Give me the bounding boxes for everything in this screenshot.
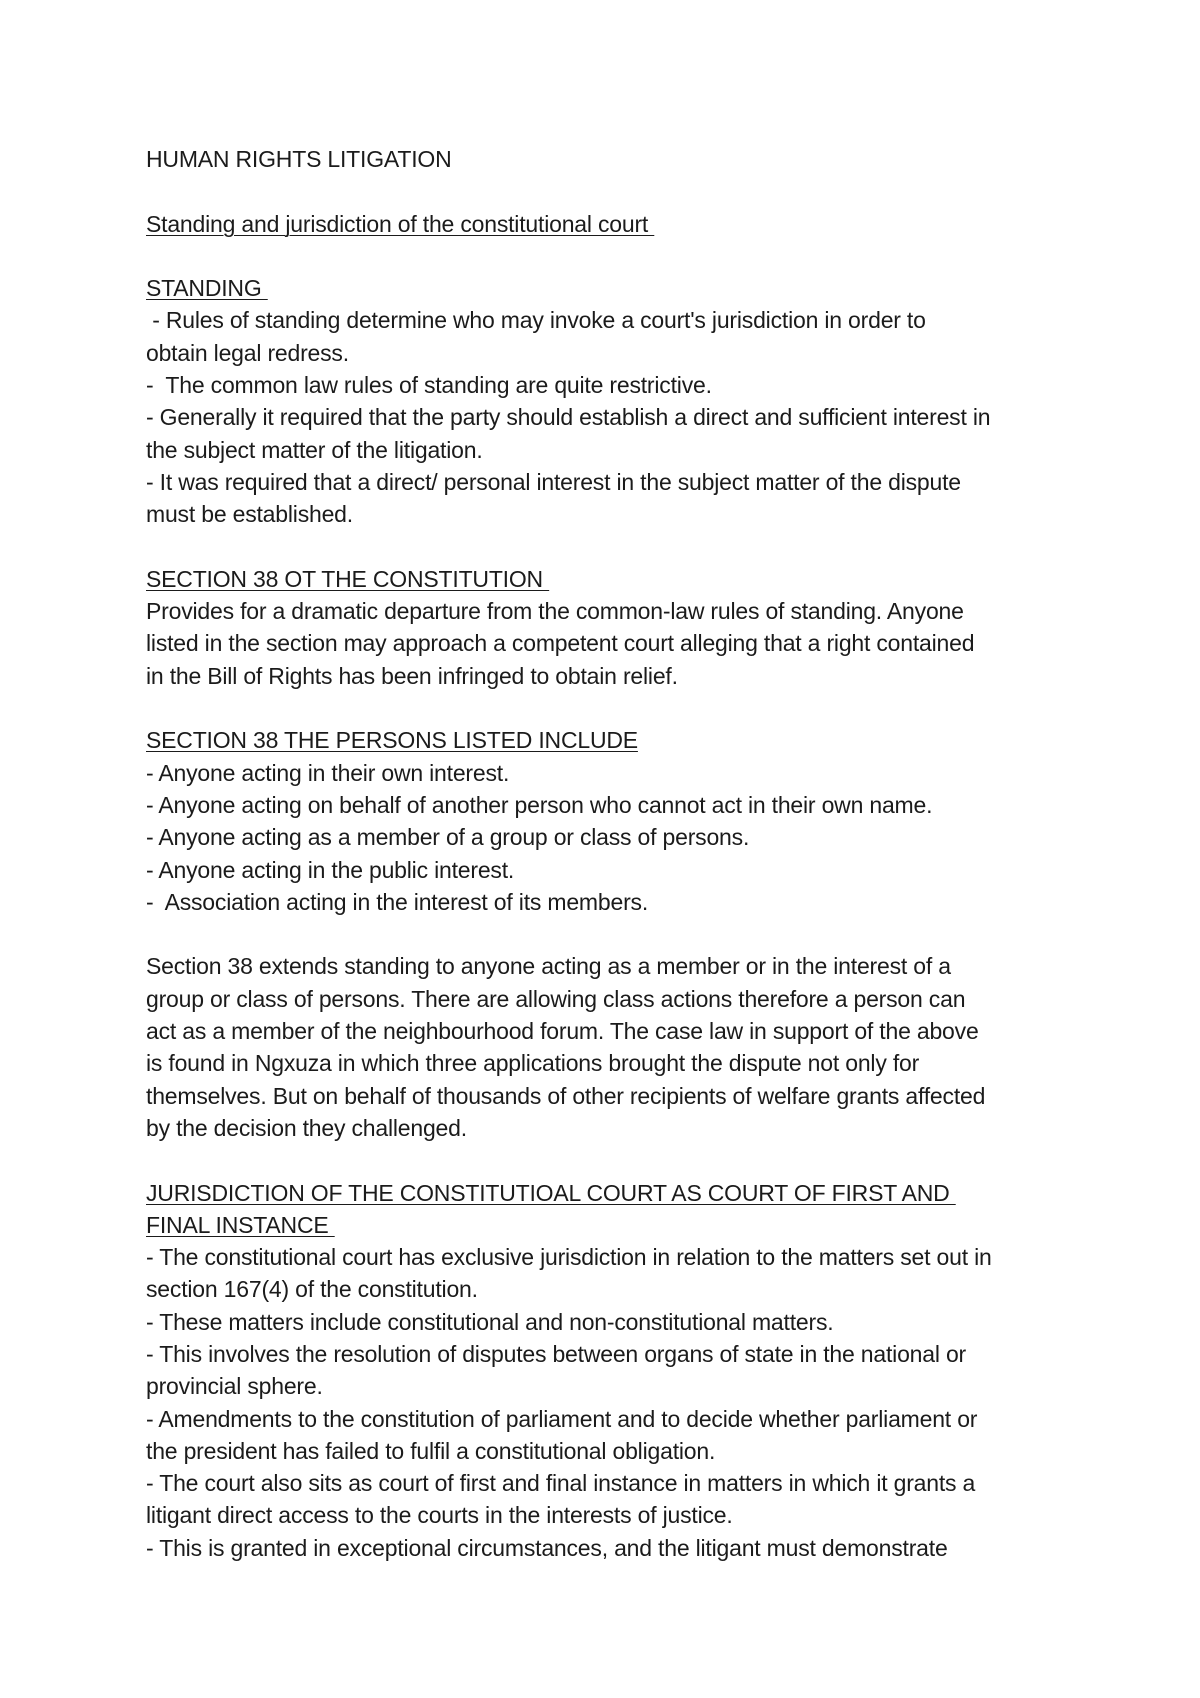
heading-jurisdiction-cont: FINAL INSTANCE [146,1211,335,1238]
heading-jurisdiction: JURISDICTION OF THE CONSTITUTIOAL COURT AS COURT OF FIRST AND [146,1179,956,1206]
list-item: - Anyone acting in the public interest. [146,856,515,883]
paragraph-line: - Generally it required that the party should establish a direct and sufficient interest in [146,404,991,431]
spacer [146,918,1076,950]
list-item: - This is granted in exceptional circumstances, and the litigant must demonstrate [146,1534,948,1561]
paragraph-line: - Rules of standing determine who may invoke a court's jurisdiction in order to [146,307,926,334]
paragraph-line: - The common law rules of standing are quite restrictive. [146,372,712,399]
list-item: section 167(4) of the constitution. [146,1276,478,1303]
paragraph-line: group or class of persons. There are allowing class actions therefore a person can [146,985,966,1012]
heading-section-38: SECTION 38 OT THE CONSTITUTION [146,565,550,592]
list-item: provincial sphere. [146,1373,323,1400]
document-title: HUMAN RIGHTS LITIGATION [146,146,452,172]
document-subtitle: Standing and jurisdiction of the constitutional court [146,210,655,237]
list-item: - Anyone acting as a member of a group or class of persons. [146,824,750,851]
spacer [146,240,1076,272]
list-item: - These matters include constitutional and non-constitutional matters. [146,1308,834,1335]
list-item: the president has failed to fulfil a constitutional obligation. [146,1437,716,1464]
list-item: - The court also sits as court of first and final instance in matters in which it grants a [146,1470,976,1497]
list-item: - Association acting in the interest of its members. [146,888,649,915]
list-item: - This involves the resolution of disputes between organs of state in the national or [146,1340,967,1367]
spacer [146,692,1076,724]
list-item: - Anyone acting in their own interest. [146,759,510,786]
heading-standing: STANDING [146,275,268,302]
spacer [146,531,1076,563]
paragraph-line: - It was required that a direct/ personal interest in the subject matter of the dispute [146,468,961,495]
list-item: - Anyone acting on behalf of another person who cannot act in their own name. [146,791,933,818]
list-item: litigant direct access to the courts in the interests of justice. [146,1502,733,1529]
list-item: - Amendments to the constitution of parliament and to decide whether parliament or [146,1405,978,1432]
paragraph-line: in the Bill of Rights has been infringed to obtain relief. [146,662,678,689]
paragraph-line: the subject matter of the litigation. [146,436,483,463]
spacer [146,175,1076,207]
heading-persons-listed: SECTION 38 THE PERSONS LISTED INCLUDE [146,727,638,754]
paragraph-line: listed in the section may approach a competent court alleging that a right contained [146,630,975,657]
paragraph-line: themselves. But on behalf of thousands of other recipients of welfare grants affected [146,1082,986,1109]
paragraph-line: act as a member of the neighbourhood forum. The case law in support of the above [146,1018,979,1045]
spacer [146,1144,1076,1176]
document-body [146,143,1076,1564]
paragraph-line: Section 38 extends standing to anyone acting as a member or in the interest of a [146,953,951,980]
paragraph-line: is found in Ngxuza in which three applications brought the dispute not only for [146,1050,920,1077]
paragraph-line: obtain legal redress. [146,339,349,366]
paragraph-line: by the decision they challenged. [146,1114,467,1141]
paragraph-line: Provides for a dramatic departure from the common-law rules of standing. Anyone [146,598,964,625]
paragraph-line: must be established. [146,501,353,528]
list-item: - The constitutional court has exclusive jurisdiction in relation to the matters set out in [146,1244,992,1271]
